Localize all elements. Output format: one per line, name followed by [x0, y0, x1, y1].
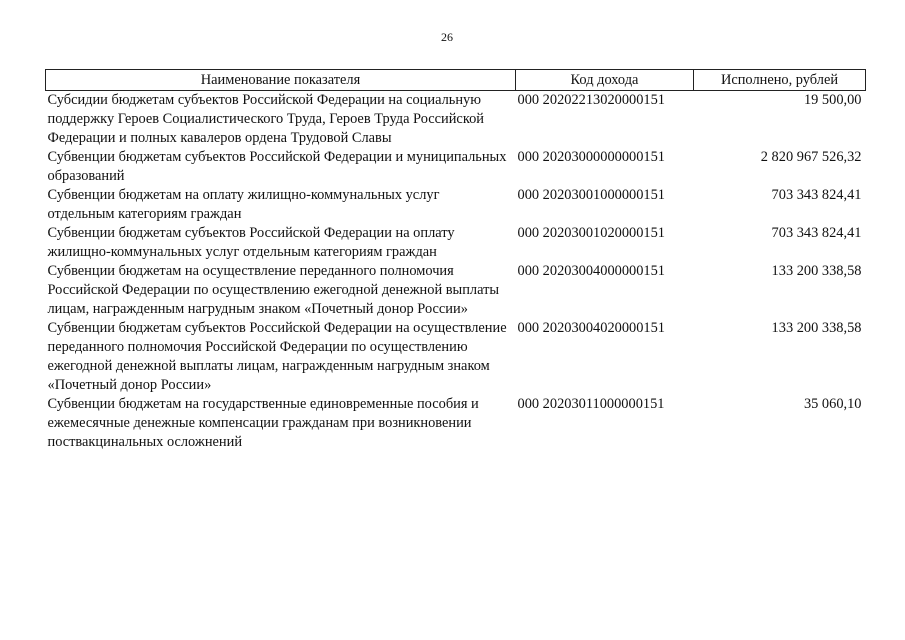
table-body — [46, 91, 866, 453]
revenue-execution-table — [45, 69, 866, 452]
indicator-name: Субвенции бюджетам субъектов Российской Федерации и муниципальных образований — [47, 149, 507, 184]
indicator-name: Субсидии бюджетам субъектов Российской Федерации на социальную поддержку Героев Социалистического Труда, Героев Труда Российской Федерации и полных кавалеров ордена Трудовой Славы — [47, 92, 484, 146]
header-revenue-code: Код дохода — [516, 70, 694, 91]
table-row — [46, 91, 866, 149]
revenue-code: 000 20202213020000151 — [517, 92, 666, 108]
table-row — [46, 186, 866, 224]
indicator-name: Субвенции бюджетам на осуществление переданного полномочия Российской Федерации по осуществлению ежегодной денежной выплаты лицам, награжденным нагрудным знаком «Почетный донор России» — [47, 263, 500, 317]
executed-amount: 133 200 338,58 — [771, 320, 862, 336]
table-row — [46, 148, 866, 186]
executed-amount: 703 343 824,41 — [771, 187, 862, 203]
revenue-code: 000 20203011000000151 — [517, 396, 665, 412]
executed-amount: 19 500,00 — [803, 92, 862, 108]
revenue-code: 000 20203001020000151 — [517, 225, 666, 241]
revenue-code: 000 20203004020000151 — [517, 320, 666, 336]
executed-amount: 35 060,10 — [803, 396, 862, 412]
indicator-name: Субвенции бюджетам на оплату жилищно-коммунальных услуг отдельным категориям граждан — [47, 187, 440, 222]
indicator-name: Субвенции бюджетам субъектов Российской Федерации на осуществление переданного полномочия Российской Федерации по осуществлению ежегодной денежной выплаты лицам, награжденным нагрудным знаком «Почетный донор России» — [47, 320, 507, 393]
table-row — [46, 224, 866, 262]
header-executed-amount: Исполнено, рублей — [694, 70, 866, 91]
table-header — [46, 70, 866, 91]
revenue-code: 000 20203001000000151 — [517, 187, 666, 203]
header-indicator-name: Наименование показателя — [46, 70, 516, 91]
indicator-name: Субвенции бюджетам субъектов Российской Федерации на оплату жилищно-коммунальных услуг отдельным категориям граждан — [47, 225, 455, 260]
indicator-name: Субвенции бюджетам на государственные единовременные пособия и ежемесячные денежные компенсации гражданам при возникновении поствакцинальных осложнений — [47, 396, 479, 450]
page-number: 26 — [441, 30, 453, 44]
revenue-code: 000 20203000000000151 — [517, 149, 666, 165]
executed-amount: 703 343 824,41 — [771, 225, 862, 241]
header-row — [46, 70, 866, 91]
executed-amount: 133 200 338,58 — [771, 263, 862, 279]
table-row — [46, 319, 866, 395]
revenue-code: 000 20203004000000151 — [517, 263, 666, 279]
table-row — [46, 262, 866, 319]
table-row — [46, 395, 866, 452]
executed-amount: 2 820 967 526,32 — [760, 149, 862, 165]
